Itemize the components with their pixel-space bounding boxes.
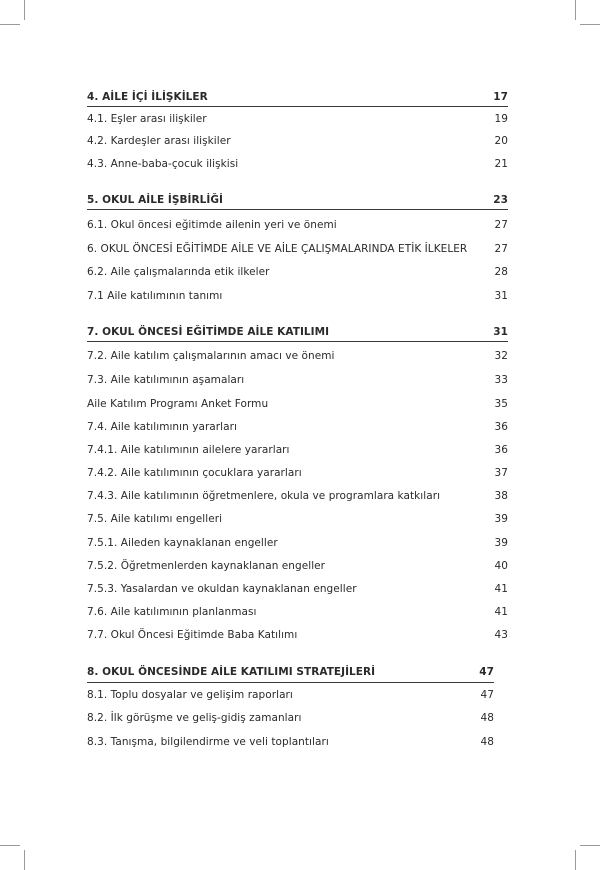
toc-heading-page: 47 bbox=[479, 666, 494, 678]
toc-entry-title: Aile Katılım Programı Anket Formu bbox=[87, 398, 269, 410]
toc-heading[interactable] bbox=[87, 89, 508, 105]
toc-entry-title: 6.1. Okul öncesi eğitimde ailenin yeri ve önemi bbox=[87, 219, 337, 231]
toc-entry[interactable] bbox=[87, 558, 508, 574]
toc-entry-page: 36 bbox=[494, 444, 508, 456]
toc-entry[interactable] bbox=[87, 604, 508, 620]
toc-entry-page: 20 bbox=[494, 135, 508, 147]
toc-entry-title: 4.1. Eşler arası ilişkiler bbox=[87, 113, 207, 125]
toc-heading[interactable] bbox=[87, 664, 494, 680]
toc-entry[interactable] bbox=[87, 348, 508, 364]
toc-entry-title: 8.2. İlk görüşme ve geliş-gidiş zamanları bbox=[87, 712, 302, 724]
toc-heading-page: 23 bbox=[493, 194, 508, 206]
toc-entry[interactable] bbox=[87, 465, 508, 481]
toc-heading-title: 5. OKUL AİLE İŞBİRLİĞİ bbox=[87, 194, 223, 206]
toc-entry-title: 7.4.1. Aile katılımının ailelere yararları bbox=[87, 444, 290, 456]
toc-entry-title: 7.6. Aile katılımının planlanması bbox=[87, 606, 257, 618]
toc-entry-title: 7.4. Aile katılımının yararları bbox=[87, 421, 237, 433]
toc-entry[interactable] bbox=[87, 687, 494, 703]
toc-heading[interactable] bbox=[87, 324, 508, 340]
toc-entry-page: 41 bbox=[494, 606, 508, 618]
toc-entry-page: 27 bbox=[494, 243, 508, 255]
toc-entry-title: 7.4.3. Aile katılımının öğretmenlere, okula ve programlara katkıları bbox=[87, 490, 441, 502]
toc-entry[interactable] bbox=[87, 419, 508, 435]
toc-entry[interactable] bbox=[87, 217, 508, 233]
toc-entry-page: 33 bbox=[494, 374, 508, 386]
toc-entry-title: 8.3. Tanışma, bilgilendirme ve veli toplantıları bbox=[87, 736, 329, 748]
toc-heading[interactable] bbox=[87, 192, 508, 208]
toc-heading-page: 17 bbox=[493, 91, 508, 103]
toc-heading-title: 4. AİLE İÇİ İLİŞKİLER bbox=[87, 91, 208, 103]
toc-entry-page: 31 bbox=[494, 290, 508, 302]
section-rule bbox=[87, 341, 508, 342]
toc-entry-page: 48 bbox=[480, 712, 494, 724]
toc-entry-page: 40 bbox=[494, 560, 508, 572]
toc-entry-title: 4.3. Anne-baba-çocuk ilişkisi bbox=[87, 158, 239, 170]
toc-entry-title: 7.2. Aile katılım çalışmalarının amacı ve önemi bbox=[87, 350, 335, 362]
toc-entry-page: 35 bbox=[494, 398, 508, 410]
toc-entry[interactable] bbox=[87, 734, 494, 750]
toc-entry[interactable] bbox=[87, 288, 508, 304]
toc-entry-title: 7.3. Aile katılımının aşamaları bbox=[87, 374, 245, 386]
toc-entry-title: 6.2. Aile çalışmalarında etik ilkeler bbox=[87, 266, 270, 278]
toc-entry-page: 21 bbox=[494, 158, 508, 170]
toc-entry-page: 41 bbox=[494, 583, 508, 595]
toc-heading-title: 7. OKUL ÖNCESİ EĞİTİMDE AİLE KATILIMI bbox=[87, 326, 330, 338]
toc-entry[interactable] bbox=[87, 710, 494, 726]
toc-entry[interactable] bbox=[87, 488, 508, 504]
section-rule bbox=[87, 209, 508, 210]
toc-heading-page: 31 bbox=[493, 326, 508, 338]
toc-entry-page: 39 bbox=[494, 513, 508, 525]
section-rule bbox=[87, 682, 494, 683]
toc-entry[interactable] bbox=[87, 156, 508, 172]
toc-entry-page: 36 bbox=[494, 421, 508, 433]
toc-entry[interactable] bbox=[87, 511, 508, 527]
toc-entry-page: 38 bbox=[494, 490, 508, 502]
toc-entry[interactable] bbox=[87, 627, 508, 643]
toc-entry-page: 48 bbox=[480, 736, 494, 748]
toc-entry-title: 4.2. Kardeşler arası ilişkiler bbox=[87, 135, 231, 147]
toc-entry-title: 7.1 Aile katılımının tanımı bbox=[87, 290, 223, 302]
section-rule bbox=[87, 106, 508, 107]
toc-entry[interactable] bbox=[87, 241, 508, 257]
toc-entry-title: 7.7. Okul Öncesi Eğitimde Baba Katılımı bbox=[87, 629, 298, 641]
toc-entry-title: 7.5.1. Aileden kaynaklanan engeller bbox=[87, 537, 278, 549]
toc-entry-page: 47 bbox=[480, 689, 494, 701]
toc-entry-page: 32 bbox=[494, 350, 508, 362]
toc-entry[interactable] bbox=[87, 442, 508, 458]
toc-entry[interactable] bbox=[87, 133, 508, 149]
toc-entry-title: 7.5.3. Yasalardan ve okuldan kaynaklanan engeller bbox=[87, 583, 357, 595]
toc-entry[interactable] bbox=[87, 264, 508, 280]
toc-entry-page: 19 bbox=[494, 113, 508, 125]
toc-entry[interactable] bbox=[87, 111, 508, 127]
toc-entry-title: 7.5.2. Öğretmenlerden kaynaklanan engeller bbox=[87, 560, 326, 572]
toc-entry[interactable] bbox=[87, 396, 508, 412]
toc-entry-page: 39 bbox=[494, 537, 508, 549]
toc-entry[interactable] bbox=[87, 581, 508, 597]
toc-entry-page: 28 bbox=[494, 266, 508, 278]
toc-entry-title: 6. OKUL ÖNCESİ EĞİTİMDE AİLE VE AİLE ÇALIŞMALARINDA ETİK İLKELER bbox=[87, 243, 468, 255]
toc-entry-title: 7.5. Aile katılımı engelleri bbox=[87, 513, 223, 525]
toc-heading-title: 8. OKUL ÖNCESİNDE AİLE KATILIMI STRATEJİLERİ bbox=[87, 666, 376, 678]
toc-entry-title: 8.1. Toplu dosyalar ve gelişim raporları bbox=[87, 689, 293, 701]
toc-entry-page: 37 bbox=[494, 467, 508, 479]
toc-entry-page: 43 bbox=[494, 629, 508, 641]
toc-entry[interactable] bbox=[87, 535, 508, 551]
toc-entry-title: 7.4.2. Aile katılımının çocuklara yararları bbox=[87, 467, 302, 479]
toc-entry[interactable] bbox=[87, 372, 508, 388]
toc-entry-page: 27 bbox=[494, 219, 508, 231]
